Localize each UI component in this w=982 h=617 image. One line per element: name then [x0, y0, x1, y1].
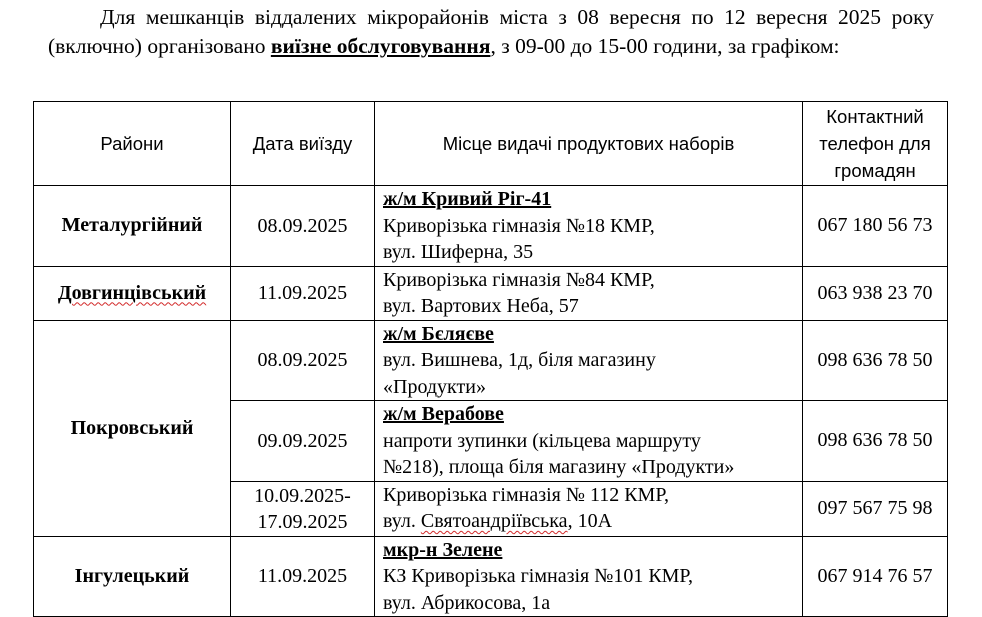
district-name: Довгинцівський	[57, 281, 207, 304]
place-heading: ж/м Кривий Ріг-41	[383, 188, 552, 210]
place-cell	[375, 536, 803, 617]
phone-cell: 063 938 23 70	[803, 266, 948, 320]
date-cell: 08.09.2025	[231, 186, 375, 267]
date-cell: 11.09.2025	[231, 266, 375, 320]
street-name: Святоандріївська	[420, 510, 568, 532]
date-line: 17.09.2025	[257, 510, 348, 533]
header-phone-line: громадян	[834, 160, 916, 181]
table-row	[34, 186, 948, 267]
header-place: Місце видачі продуктових наборів	[375, 102, 803, 186]
district-cell: Металургійний	[34, 186, 231, 267]
district-cell	[34, 266, 231, 320]
place-line: вул. Шиферна, 35	[383, 241, 534, 263]
place-line: №218), площа біля магазину «Продукти»	[383, 456, 735, 478]
street-suffix: , 10А	[567, 510, 613, 532]
schedule-table	[33, 101, 948, 617]
place-line: напроти зупинки (кільцева маршруту	[383, 429, 701, 452]
place-heading: ж/м Бєляєве	[383, 322, 494, 345]
intro-emphasis: виїзне обслуговування	[270, 34, 491, 58]
place-line: Криворізька гімназія № 112 КМР,	[383, 483, 669, 506]
date-cell: 08.09.2025	[231, 320, 375, 401]
place-line: КЗ Криворізька гімназія №101 КМР,	[383, 565, 694, 587]
phone-cell: 097 567 75 98	[803, 481, 948, 536]
date-cell: 09.09.2025	[231, 401, 375, 482]
phone-cell: 098 636 78 50	[803, 401, 948, 482]
place-line: вул. Абрикосова, 1а	[383, 591, 551, 614]
intro-paragraph	[48, 3, 934, 61]
place-line	[383, 508, 802, 535]
street-prefix: вул.	[383, 510, 421, 532]
header-district: Райони	[34, 102, 231, 186]
place-cell	[375, 266, 803, 320]
place-cell	[375, 186, 803, 267]
date-line: 10.09.2025-	[254, 484, 351, 507]
header-date: Дата виїзду	[231, 102, 375, 186]
phone-cell: 067 180 56 73	[803, 186, 948, 267]
place-cell	[375, 481, 803, 536]
table-row	[34, 266, 948, 320]
place-cell	[375, 401, 803, 482]
header-phone	[803, 102, 948, 186]
district-cell: Інгулецький	[34, 536, 231, 617]
phone-cell: 098 636 78 50	[803, 320, 948, 401]
place-heading: ж/м Верабове	[383, 403, 504, 425]
place-line: Криворізька гімназія №84 КМР,	[383, 268, 655, 291]
table-header-row	[34, 102, 948, 186]
place-line: вул. Вишнева, 1д, біля магазину	[383, 349, 656, 371]
phone-cell: 067 914 76 57	[803, 536, 948, 617]
date-cell: 11.09.2025	[231, 536, 375, 617]
place-line: вул. Вартових Неба, 57	[383, 295, 579, 317]
date-cell	[231, 481, 375, 536]
intro-text-after: , з 09-00 до 15-00 години, за графіком:	[490, 34, 840, 58]
place-heading: мкр-н Зелене	[383, 538, 503, 561]
table-row	[34, 536, 948, 617]
table-row	[34, 320, 948, 401]
intro-text-before: Для мешканців віддалених мікрорайонів міста з 08 вересня по 12 вересня 2025 року (включно) організовано	[48, 5, 934, 58]
place-cell	[375, 320, 803, 401]
place-line: «Продукти»	[383, 375, 486, 398]
district-cell: Покровський	[34, 320, 231, 536]
place-line: Криворізька гімназія №18 КМР,	[383, 214, 655, 237]
header-phone-line: Контактний	[826, 106, 924, 127]
header-phone-line: телефон для	[819, 133, 931, 154]
